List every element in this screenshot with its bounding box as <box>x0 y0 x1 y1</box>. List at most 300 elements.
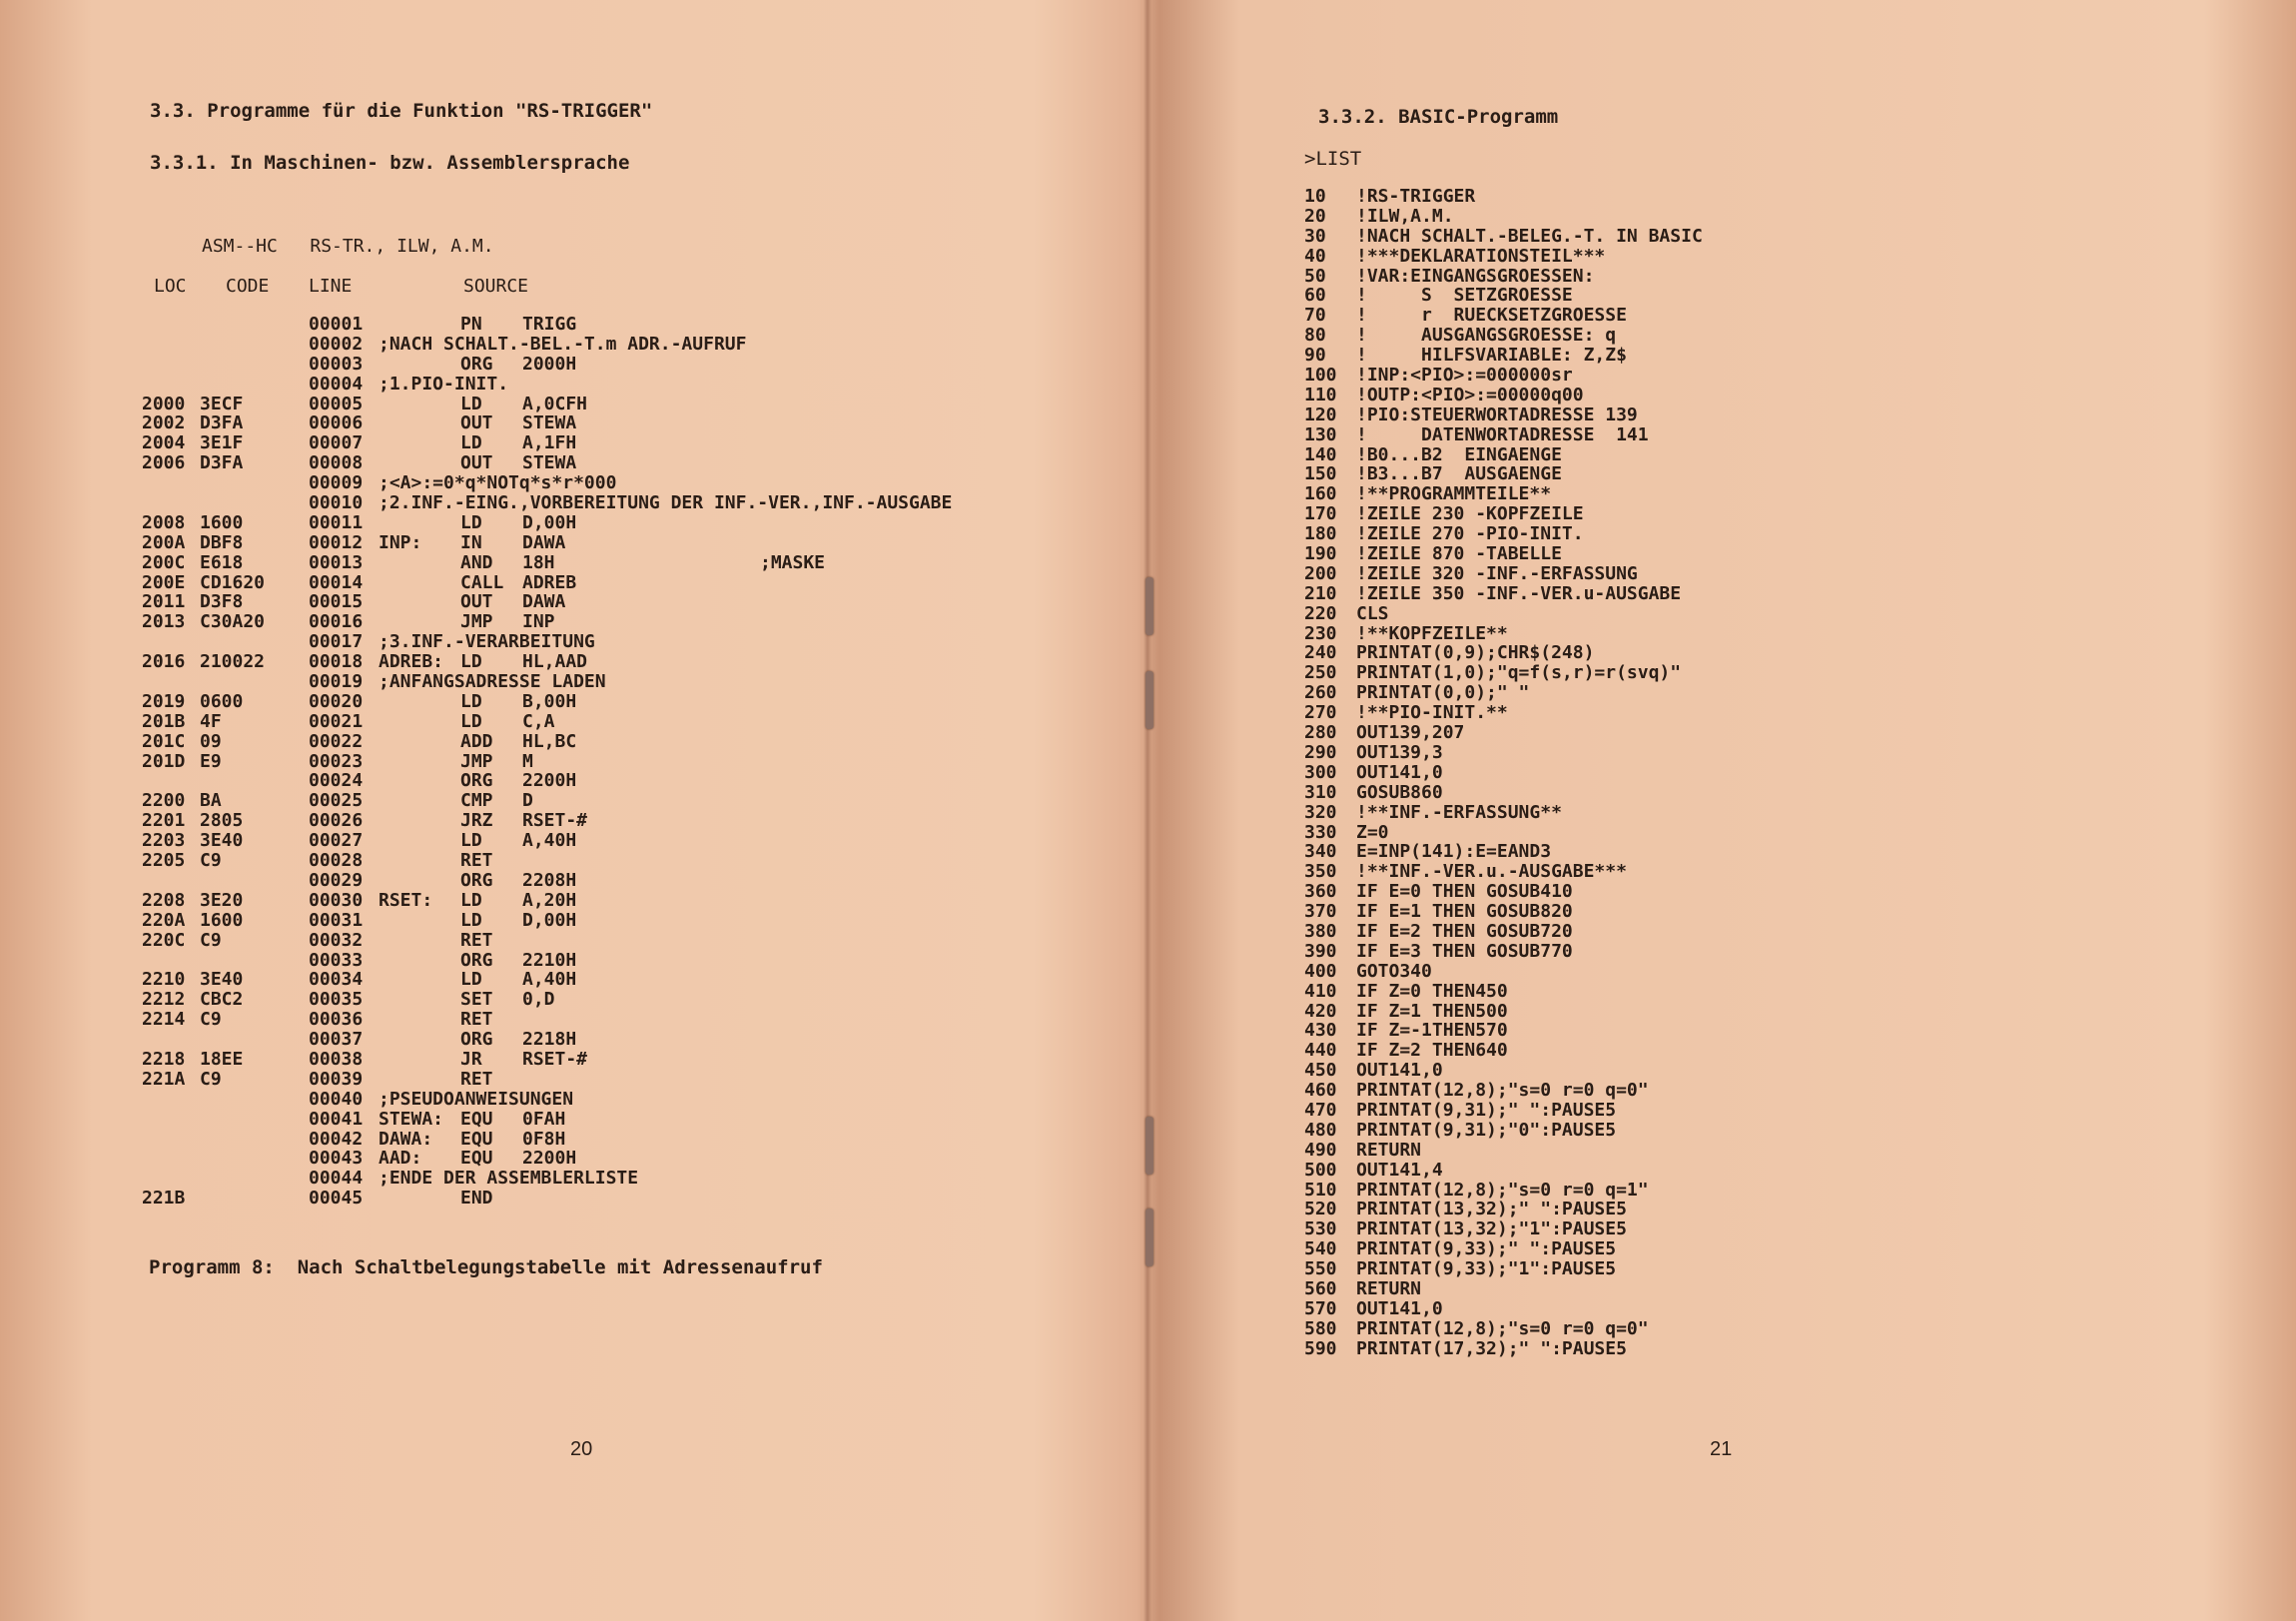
basic-line-number: 470 <box>1304 1099 1337 1121</box>
loc-cell: 201C <box>142 730 186 752</box>
opcode-cell: RET <box>460 1009 493 1031</box>
basic-statement: IF Z=0 THEN450 <box>1356 980 1508 1002</box>
basic-line-number: 590 <box>1304 1337 1337 1359</box>
subsection-title: 3.3.1. In Maschinen- bzw. Assemblersprache <box>150 152 630 174</box>
basic-statement: PRINTAT(12,8);"s=0 r=0 q=0" <box>1356 1080 1649 1102</box>
opcode-cell: EQU <box>460 1128 493 1150</box>
line-number-cell: 00017 <box>309 631 364 653</box>
opcode-cell: OUT <box>460 591 493 613</box>
basic-statement: !ZEILE 350 -INF.-VER.u-AUSGABE <box>1356 582 1682 604</box>
loc-cell: 2000 <box>142 393 186 414</box>
basic-line-number: 390 <box>1304 940 1337 962</box>
basic-statement: PRINTAT(13,32);" ":PAUSE5 <box>1356 1199 1627 1220</box>
label-cell: STEWA: <box>379 1108 444 1130</box>
line-number-cell: 00001 <box>309 314 364 335</box>
line-number-cell: 00020 <box>309 690 364 712</box>
code-cell: C9 <box>200 850 222 872</box>
operand-cell: DAWA <box>522 531 566 553</box>
column-header-loc: LOC <box>154 276 187 297</box>
basic-statement: ! S SETZGROESSE <box>1356 285 1573 307</box>
opcode-cell: RET <box>460 1068 493 1090</box>
basic-line-number: 440 <box>1304 1040 1337 1062</box>
basic-line-number: 290 <box>1304 741 1337 763</box>
code-cell: 4F <box>200 710 222 732</box>
operand-cell: A,20H <box>522 889 577 911</box>
operand-cell: RSET-# <box>522 1048 588 1070</box>
basic-line-number: 330 <box>1304 821 1337 843</box>
basic-statement: !**KOPFZEILE** <box>1356 622 1508 644</box>
operand-cell: HL,AAD <box>522 651 588 673</box>
label-cell: ;<A>:=0*q*NOTq*s*r*000 <box>379 472 617 494</box>
code-cell: C9 <box>200 1068 222 1090</box>
loc-cell: 221A <box>142 1068 186 1090</box>
line-number-cell: 00012 <box>309 531 364 553</box>
basic-line-number: 270 <box>1304 702 1337 724</box>
opcode-cell: LD <box>460 432 482 454</box>
operand-cell: RSET-# <box>522 810 588 832</box>
basic-statement: IF Z=1 THEN500 <box>1356 1000 1508 1022</box>
code-cell: D3F8 <box>200 591 244 613</box>
basic-statement: !**PROGRAMMTEILE** <box>1356 483 1552 505</box>
opcode-cell: LD <box>460 710 482 732</box>
basic-statement: PRINTAT(9,31);" ":PAUSE5 <box>1356 1099 1617 1121</box>
line-number-cell: 00014 <box>309 571 364 593</box>
basic-line-number: 230 <box>1304 622 1337 644</box>
line-number-cell: 00004 <box>309 373 364 395</box>
loc-cell: 2016 <box>142 651 186 673</box>
loc-cell: 2200 <box>142 790 186 812</box>
operand-cell: A,40H <box>522 830 577 852</box>
basic-line-number: 540 <box>1304 1238 1337 1260</box>
opcode-cell: LD <box>460 651 482 673</box>
basic-statement: OUT139,3 <box>1356 741 1443 763</box>
opcode-cell: SET <box>460 989 493 1011</box>
basic-line-number: 550 <box>1304 1258 1337 1280</box>
code-cell: DBF8 <box>200 531 244 553</box>
column-header-code: CODE <box>226 276 270 297</box>
program-caption: Programm 8: Nach Schaltbelegungstabelle mit Adressenaufruf <box>149 1256 823 1278</box>
section-title: 3.3. Programme für die Funktion "RS-TRIGGER" <box>150 100 653 122</box>
loc-cell: 2214 <box>142 1009 186 1031</box>
basic-line-number: 170 <box>1304 503 1337 525</box>
line-number-cell: 00013 <box>309 551 364 573</box>
basic-statement: !VAR:EINGANGSGROESSEN: <box>1356 265 1595 287</box>
basic-statement: !OUTP:<PIO>:=00000q00 <box>1356 384 1584 405</box>
code-cell: E618 <box>200 551 244 573</box>
basic-line-number: 520 <box>1304 1199 1337 1220</box>
opcode-cell: CMP <box>460 790 493 812</box>
basic-statement: GOTO340 <box>1356 960 1432 982</box>
label-cell: ADREB: <box>379 651 444 673</box>
opcode-cell: EQU <box>460 1108 493 1130</box>
line-number-cell: 00009 <box>309 472 364 494</box>
operand-cell: A,1FH <box>522 432 577 454</box>
basic-statement: !RS-TRIGGER <box>1356 186 1476 207</box>
basic-statement: PRINTAT(12,8);"s=0 r=0 q=1" <box>1356 1179 1649 1201</box>
opcode-cell: END <box>460 1188 493 1210</box>
basic-statement: !ZEILE 230 -KOPFZEILE <box>1356 503 1584 525</box>
operand-cell: DAWA <box>522 591 566 613</box>
loc-cell: 2210 <box>142 969 186 991</box>
opcode-cell: ORG <box>460 770 493 792</box>
opcode-cell: ADD <box>460 730 493 752</box>
basic-line-number: 300 <box>1304 761 1337 783</box>
operand-cell: HL,BC <box>522 730 577 752</box>
page-number: 21 <box>1710 1438 1733 1460</box>
basic-line-number: 90 <box>1304 345 1326 367</box>
operand-cell: 2208H <box>522 869 577 891</box>
code-cell: 3E1F <box>200 432 244 454</box>
code-cell: 1600 <box>200 909 244 931</box>
line-number-cell: 00026 <box>309 810 364 832</box>
basic-line-number: 400 <box>1304 960 1337 982</box>
basic-statement: PRINTAT(12,8);"s=0 r=0 q=0" <box>1356 1317 1649 1339</box>
basic-line-number: 370 <box>1304 901 1337 923</box>
operand-cell: D,00H <box>522 511 577 533</box>
opcode-cell: PN <box>460 314 482 335</box>
basic-statement: CLS <box>1356 602 1389 624</box>
basic-statement: !PIO:STEUERWORTADRESSE 139 <box>1356 404 1638 425</box>
basic-line-number: 220 <box>1304 602 1337 624</box>
basic-statement: IF E=1 THEN GOSUB820 <box>1356 901 1573 923</box>
operand-cell: 0FAH <box>522 1108 566 1130</box>
basic-statement: PRINTAT(13,32);"1":PAUSE5 <box>1356 1218 1627 1240</box>
label-cell: INP: <box>379 531 422 553</box>
opcode-cell: CALL <box>460 571 504 593</box>
basic-statement: !B3...B7 AUSGAENGE <box>1356 463 1562 485</box>
line-number-cell: 00008 <box>309 452 364 474</box>
opcode-cell: JMP <box>460 611 493 633</box>
label-cell: ;1.PIO-INIT. <box>379 373 509 395</box>
opcode-cell: ORG <box>460 1029 493 1051</box>
basic-line-number: 180 <box>1304 523 1337 545</box>
line-number-cell: 00044 <box>309 1168 364 1190</box>
code-cell: 3ECF <box>200 393 244 414</box>
operand-cell: 2200H <box>522 1148 577 1170</box>
basic-line-number: 160 <box>1304 483 1337 505</box>
basic-statement: IF Z=-1THEN570 <box>1356 1020 1508 1042</box>
loc-cell: 201B <box>142 710 186 732</box>
basic-statement: !ZEILE 870 -TABELLE <box>1356 543 1562 565</box>
loc-cell: 2013 <box>142 611 186 633</box>
line-number-cell: 00007 <box>309 432 364 454</box>
opcode-cell: OUT <box>460 452 493 474</box>
loc-cell: 2011 <box>142 591 186 613</box>
basic-line-number: 360 <box>1304 881 1337 903</box>
basic-line-number: 150 <box>1304 463 1337 485</box>
basic-line-number: 80 <box>1304 325 1326 347</box>
line-number-cell: 00042 <box>309 1128 364 1150</box>
label-cell: ;ENDE DER ASSEMBLERLISTE <box>379 1168 639 1190</box>
loc-cell: 2019 <box>142 690 186 712</box>
basic-line-number: 310 <box>1304 781 1337 803</box>
basic-statement: PRINTAT(9,33);"1":PAUSE5 <box>1356 1258 1617 1280</box>
operand-cell: A,40H <box>522 969 577 991</box>
label-cell: ;ANFANGSADRESSE LADEN <box>379 671 606 693</box>
line-number-cell: 00027 <box>309 830 364 852</box>
line-number-cell: 00038 <box>309 1048 364 1070</box>
loc-cell: 2208 <box>142 889 186 911</box>
loc-cell: 2212 <box>142 989 186 1011</box>
opcode-cell: EQU <box>460 1148 493 1170</box>
basic-line-number: 580 <box>1304 1317 1337 1339</box>
code-cell: 1600 <box>200 511 244 533</box>
operand-cell: STEWA <box>522 452 577 474</box>
basic-statement: E=INP(141):E=EAND3 <box>1356 841 1552 863</box>
line-number-cell: 00003 <box>309 353 364 375</box>
operand-cell: 2000H <box>522 353 577 375</box>
line-number-cell: 00023 <box>309 750 364 772</box>
line-number-cell: 00018 <box>309 651 364 673</box>
code-cell: C30A20 <box>200 611 266 633</box>
basic-statement: PRINTAT(1,0);"q=f(s,r)=r(svq)" <box>1356 662 1682 684</box>
basic-line-number: 30 <box>1304 225 1326 247</box>
code-cell: D3FA <box>200 452 244 474</box>
operand-cell: 2210H <box>522 949 577 971</box>
loc-cell: 2218 <box>142 1048 186 1070</box>
basic-statement: IF E=3 THEN GOSUB770 <box>1356 940 1573 962</box>
line-number-cell: 00045 <box>309 1188 364 1210</box>
basic-statement: !**PIO-INIT.** <box>1356 702 1508 724</box>
book-gutter <box>1144 0 1151 1621</box>
basic-line-number: 570 <box>1304 1297 1337 1319</box>
opcode-cell: LD <box>460 393 482 414</box>
basic-line-number: 340 <box>1304 841 1337 863</box>
code-cell: 3E20 <box>200 889 244 911</box>
basic-line-number: 510 <box>1304 1179 1337 1201</box>
line-number-cell: 00043 <box>309 1148 364 1170</box>
basic-line-number: 140 <box>1304 443 1337 465</box>
loc-cell: 200C <box>142 551 186 573</box>
code-cell: 2805 <box>200 810 244 832</box>
code-cell: CBC2 <box>200 989 244 1011</box>
code-cell: C9 <box>200 929 222 951</box>
line-number-cell: 00032 <box>309 929 364 951</box>
line-number-cell: 00034 <box>309 969 364 991</box>
basic-statement: OUT141,0 <box>1356 1060 1443 1082</box>
opcode-cell: LD <box>460 830 482 852</box>
operand-cell: 2200H <box>522 770 577 792</box>
label-cell: AAD: <box>379 1148 422 1170</box>
basic-line-number: 480 <box>1304 1119 1337 1141</box>
basic-line-number: 350 <box>1304 861 1337 883</box>
basic-statement: !ZEILE 320 -INF.-ERFASSUNG <box>1356 562 1638 584</box>
basic-line-number: 420 <box>1304 1000 1337 1022</box>
line-number-cell: 00025 <box>309 790 364 812</box>
basic-line-number: 70 <box>1304 305 1326 327</box>
basic-statement: !B0...B2 EINGAENGE <box>1356 443 1562 465</box>
code-cell: CD1620 <box>200 571 266 593</box>
column-header-source: SOURCE <box>463 276 529 297</box>
opcode-cell: ORG <box>460 353 493 375</box>
basic-line-number: 500 <box>1304 1159 1337 1181</box>
basic-line-number: 560 <box>1304 1277 1337 1299</box>
line-number-cell: 00021 <box>309 710 364 732</box>
label-cell: ;2.INF.-EING.,VORBEREITUNG DER INF.-VER.,INF.-AUSGABE <box>379 492 953 514</box>
loc-cell: 200A <box>142 531 186 553</box>
loc-cell: 2006 <box>142 452 186 474</box>
left-page <box>0 0 1144 1621</box>
code-cell: C9 <box>200 1009 222 1031</box>
line-number-cell: 00006 <box>309 412 364 434</box>
loc-cell: 200E <box>142 571 186 593</box>
loc-cell: 221B <box>142 1188 186 1210</box>
opcode-cell: JRZ <box>460 810 493 832</box>
basic-statement: PRINTAT(0,0);" " <box>1356 682 1530 704</box>
operand-cell: 18H <box>522 551 555 573</box>
opcode-cell: LD <box>460 690 482 712</box>
line-number-cell: 00028 <box>309 850 364 872</box>
code-cell: 18EE <box>200 1048 244 1070</box>
line-number-cell: 00039 <box>309 1068 364 1090</box>
basic-statement: OUT139,207 <box>1356 722 1465 744</box>
basic-statement: OUT141,0 <box>1356 761 1443 783</box>
basic-statement: ! r RUECKSETZGROESSE <box>1356 305 1627 327</box>
label-cell: ;3.INF.-VERARBEITUNG <box>379 631 595 653</box>
assembler-title: ASM--HC RS-TR., ILW, A.M. <box>202 236 494 257</box>
basic-statement: PRINTAT(9,31);"0":PAUSE5 <box>1356 1119 1617 1141</box>
opcode-cell: JR <box>460 1048 482 1070</box>
operand-cell: 0F8H <box>522 1128 566 1150</box>
basic-line-number: 50 <box>1304 265 1326 287</box>
basic-statement: PRINTAT(17,32);" ":PAUSE5 <box>1356 1337 1627 1359</box>
label-cell: ;NACH SCHALT.-BEL.-T.m ADR.-AUFRUF <box>379 333 747 355</box>
operand-cell: M <box>522 750 533 772</box>
basic-statement: ! AUSGANGSGROESSE: q <box>1356 325 1617 347</box>
opcode-cell: JMP <box>460 750 493 772</box>
basic-statement: !NACH SCHALT.-BELEG.-T. IN BASIC <box>1356 225 1703 247</box>
opcode-cell: RET <box>460 929 493 951</box>
line-number-cell: 00022 <box>309 730 364 752</box>
code-cell: 0600 <box>200 690 244 712</box>
operand-cell: 2218H <box>522 1029 577 1051</box>
basic-statement: Z=0 <box>1356 821 1389 843</box>
basic-statement: OUT141,0 <box>1356 1297 1443 1319</box>
basic-statement: IF Z=2 THEN640 <box>1356 1040 1508 1062</box>
line-number-cell: 00036 <box>309 1009 364 1031</box>
basic-statement: RETURN <box>1356 1277 1422 1299</box>
loc-cell: 220C <box>142 929 186 951</box>
basic-line-number: 250 <box>1304 662 1337 684</box>
basic-statement: GOSUB860 <box>1356 781 1443 803</box>
code-cell: D3FA <box>200 412 244 434</box>
operand-cell: INP <box>522 611 555 633</box>
line-number-cell: 00015 <box>309 591 364 613</box>
code-cell: 09 <box>200 730 222 752</box>
basic-line-number: 450 <box>1304 1060 1337 1082</box>
label-cell: RSET: <box>379 889 433 911</box>
basic-statement: PRINTAT(0,9);CHR$(248) <box>1356 642 1595 664</box>
basic-line-number: 210 <box>1304 582 1337 604</box>
loc-cell: 2002 <box>142 412 186 434</box>
basic-line-number: 320 <box>1304 801 1337 823</box>
line-number-cell: 00029 <box>309 869 364 891</box>
line-number-cell: 00016 <box>309 611 364 633</box>
basic-statement: !ZEILE 270 -PIO-INIT. <box>1356 523 1584 545</box>
loc-cell: 2203 <box>142 830 186 852</box>
basic-line-number: 20 <box>1304 205 1326 227</box>
basic-line-number: 10 <box>1304 186 1326 207</box>
code-cell: E9 <box>200 750 222 772</box>
line-number-cell: 00030 <box>309 889 364 911</box>
loc-cell: 220A <box>142 909 186 931</box>
opcode-cell: LD <box>460 511 482 533</box>
line-number-cell: 00024 <box>309 770 364 792</box>
basic-line-number: 240 <box>1304 642 1337 664</box>
loc-cell: 2008 <box>142 511 186 533</box>
basic-line-number: 430 <box>1304 1020 1337 1042</box>
loc-cell: 2205 <box>142 850 186 872</box>
opcode-cell: ORG <box>460 869 493 891</box>
basic-line-number: 410 <box>1304 980 1337 1002</box>
operand-cell: D <box>522 790 533 812</box>
basic-statement: PRINTAT(9,33);" ":PAUSE5 <box>1356 1238 1617 1260</box>
basic-statement: !**INF.-ERFASSUNG** <box>1356 801 1562 823</box>
basic-statement: !**INF.-VER.u.-AUSGABE*** <box>1356 861 1627 883</box>
basic-line-number: 490 <box>1304 1139 1337 1161</box>
basic-statement: RETURN <box>1356 1139 1422 1161</box>
opcode-cell: ORG <box>460 949 493 971</box>
basic-line-number: 130 <box>1304 423 1337 445</box>
line-number-cell: 00037 <box>309 1029 364 1051</box>
operand-cell: TRIGG <box>522 314 577 335</box>
opcode-cell: IN <box>460 531 482 553</box>
line-number-cell: 00005 <box>309 393 364 414</box>
basic-statement: !ILW,A.M. <box>1356 205 1454 227</box>
basic-statement: ! HILFSVARIABLE: Z,Z$ <box>1356 345 1627 367</box>
operand-cell: A,0CFH <box>522 393 588 414</box>
operand-cell: ADREB <box>522 571 577 593</box>
basic-line-number: 60 <box>1304 285 1326 307</box>
opcode-cell: AND <box>460 551 493 573</box>
opcode-cell: LD <box>460 889 482 911</box>
line-number-cell: 00011 <box>309 511 364 533</box>
opcode-cell: LD <box>460 909 482 931</box>
label-cell: ;PSEUDOANWEISUNGEN <box>379 1088 574 1110</box>
line-number-cell: 00040 <box>309 1088 364 1110</box>
line-number-cell: 00041 <box>309 1108 364 1130</box>
basic-line-number: 190 <box>1304 543 1337 565</box>
opcode-cell: LD <box>460 969 482 991</box>
operand-cell: 0,D <box>522 989 555 1011</box>
basic-line-number: 200 <box>1304 562 1337 584</box>
list-command: >LIST <box>1304 148 1362 170</box>
line-number-cell: 00002 <box>309 333 364 355</box>
line-number-cell: 00031 <box>309 909 364 931</box>
basic-line-number: 280 <box>1304 722 1337 744</box>
line-number-cell: 00019 <box>309 671 364 693</box>
loc-cell: 201D <box>142 750 186 772</box>
code-cell: 3E40 <box>200 830 244 852</box>
basic-statement: IF E=2 THEN GOSUB720 <box>1356 920 1573 942</box>
basic-line-number: 530 <box>1304 1218 1337 1240</box>
code-cell: 3E40 <box>200 969 244 991</box>
basic-line-number: 260 <box>1304 682 1337 704</box>
loc-cell: 2201 <box>142 810 186 832</box>
basic-statement: !***DEKLARATIONSTEIL*** <box>1356 245 1606 267</box>
operand-cell: C,A <box>522 710 555 732</box>
basic-section-title: 3.3.2. BASIC-Programm <box>1318 106 1559 128</box>
line-number-cell: 00035 <box>309 989 364 1011</box>
operand-cell: B,00H <box>522 690 577 712</box>
opcode-cell: OUT <box>460 412 493 434</box>
code-cell: BA <box>200 790 222 812</box>
basic-line-number: 460 <box>1304 1080 1337 1102</box>
basic-statement: OUT141,4 <box>1356 1159 1443 1181</box>
comment-cell: ;MASKE <box>760 551 826 573</box>
line-number-cell: 00033 <box>309 949 364 971</box>
basic-line-number: 40 <box>1304 245 1326 267</box>
